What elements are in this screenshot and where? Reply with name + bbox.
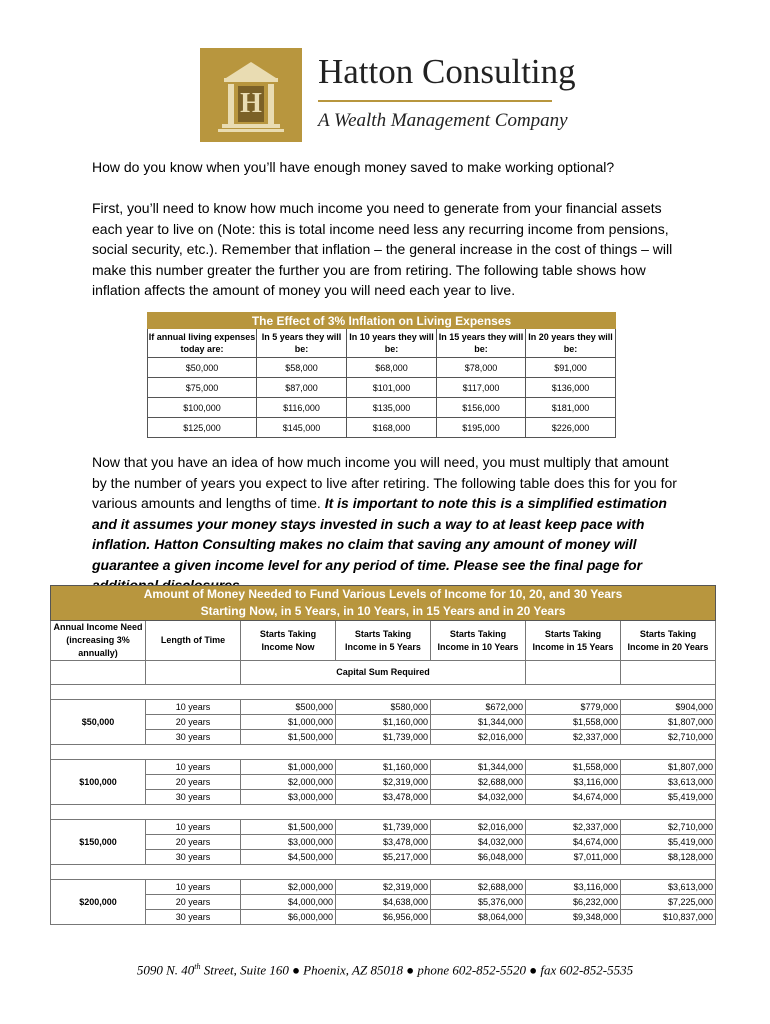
length-cell: 20 years: [146, 895, 241, 910]
middle-emphasis-text: It is important to note this is a simplified estimation and it assumes your money stays invested in such a way to at least keep pace with inflation. Hatton Consulting makes no claim that saving any amount of money will guarantee a given income level for any period of time. Please see the final page for: [92, 495, 667, 573]
capital-table: [50, 585, 716, 925]
table-row: [51, 895, 716, 910]
spacer-cell: [51, 805, 716, 820]
capital-sum-subheader: Capital Sum Required: [241, 661, 526, 685]
inflation-header-cell: In 10 years they will be:: [347, 329, 437, 358]
intro-paragraph: First, you’ll need to know how much income you need to generate from your financial assets each year to live on (Note: this is total income need less any recurring income from pensions, social security, etc.). Remember that inflation – the general increase in the cost of things – will make this number greater the further you are from retiring. The following table shows how inflation affects the amount of money you will need each year to live.: [92, 200, 673, 298]
capital-cell: $2,710,000: [621, 820, 716, 835]
table-cell: $91,000: [526, 358, 616, 378]
capital-cell: $6,048,000: [431, 850, 526, 865]
capital-cell: $2,688,000: [431, 880, 526, 895]
company-name: Hatton Consulting: [318, 52, 576, 91]
capital-cell: $9,348,000: [526, 910, 621, 925]
length-cell: 10 years: [146, 700, 241, 715]
capital-cell: $3,613,000: [621, 775, 716, 790]
capital-cell: $6,232,000: [526, 895, 621, 910]
capital-cell: $4,032,000: [431, 790, 526, 805]
capital-cell: $1,558,000: [526, 760, 621, 775]
capital-cell: $8,128,000: [621, 850, 716, 865]
length-cell: 10 years: [146, 760, 241, 775]
capital-cell: $4,000,000: [241, 895, 336, 910]
capital-cell: $1,807,000: [621, 760, 716, 775]
capital-cell: $500,000: [241, 700, 336, 715]
capital-cell: $3,000,000: [241, 835, 336, 850]
company-tagline: A Wealth Management Company: [318, 110, 568, 131]
capital-cell: $5,419,000: [621, 790, 716, 805]
capital-cell: $2,337,000: [526, 820, 621, 835]
empty-cell: [526, 661, 621, 685]
capital-cell: $1,344,000: [431, 760, 526, 775]
capital-cell: $2,016,000: [431, 730, 526, 745]
capital-cell: $2,319,000: [336, 880, 431, 895]
inflation-header-cell: In 20 years they will be:: [526, 329, 616, 358]
table-cell: $168,000: [347, 418, 437, 438]
length-cell: 20 years: [146, 835, 241, 850]
capital-title-line1: Amount of Money Needed to Fund Various Levels of Income for 10, 20, and 30 Years: [143, 587, 623, 601]
capital-cell: $1,160,000: [336, 760, 431, 775]
middle-plain-text: Now that you have an idea of how much income you will need, you must multiply that amount by the number of years you expect to live after retiring. The following table does this for you for various amounts and lengths of time.: [92, 454, 677, 511]
capital-cell: $4,032,000: [431, 835, 526, 850]
table-row: [148, 418, 616, 438]
capital-cell: $1,807,000: [621, 715, 716, 730]
capital-cell: $1,000,000: [241, 715, 336, 730]
capital-cell: $1,344,000: [431, 715, 526, 730]
col-5-header: Starts Taking Income in 5 Years: [336, 621, 431, 661]
capital-cell: $10,837,000: [621, 910, 716, 925]
table-row: [51, 760, 716, 775]
table-cell: $100,000: [148, 398, 257, 418]
inflation-header-cell: In 15 years they will be:: [437, 329, 526, 358]
inflation-header-cell: If annual living expenses today are:: [148, 329, 257, 358]
table-cell: $75,000: [148, 378, 257, 398]
table-row: [148, 378, 616, 398]
table-cell: $156,000: [437, 398, 526, 418]
capital-cell: $1,558,000: [526, 715, 621, 730]
col-income-header: Annual Income Need (increasing 3% annually): [51, 621, 146, 661]
capital-cell: $2,337,000: [526, 730, 621, 745]
table-cell: $135,000: [347, 398, 437, 418]
table-row: [51, 700, 716, 715]
table-cell: $68,000: [347, 358, 437, 378]
table-cell: $117,000: [437, 378, 526, 398]
col-now-header: Starts Taking Income Now: [241, 621, 336, 661]
capital-cell: $1,500,000: [241, 820, 336, 835]
capital-cell: $7,011,000: [526, 850, 621, 865]
spacer-row: [51, 685, 716, 700]
col-length-header: Length of Time: [146, 621, 241, 661]
table-cell: $101,000: [347, 378, 437, 398]
table-cell: $136,000: [526, 378, 616, 398]
table-row: [51, 790, 716, 805]
capital-cell: $7,225,000: [621, 895, 716, 910]
length-cell: 10 years: [146, 820, 241, 835]
capital-cell: $580,000: [336, 700, 431, 715]
income-level-cell: $200,000: [51, 880, 146, 925]
table-row: [51, 820, 716, 835]
table-cell: $125,000: [148, 418, 257, 438]
capital-cell: $1,739,000: [336, 820, 431, 835]
intro-question: How do you know when you’ll have enough money saved to make working optional?: [92, 159, 615, 175]
capital-cell: $6,000,000: [241, 910, 336, 925]
capital-cell: $1,739,000: [336, 730, 431, 745]
table-row: [51, 835, 716, 850]
table-row: [148, 398, 616, 418]
capital-cell: $672,000: [431, 700, 526, 715]
length-cell: 30 years: [146, 730, 241, 745]
capital-cell: $904,000: [621, 700, 716, 715]
table-cell: $58,000: [257, 358, 347, 378]
footer-address-start: 5090 N. 40: [136, 962, 195, 978]
length-cell: 20 years: [146, 715, 241, 730]
table-cell: $226,000: [526, 418, 616, 438]
capital-cell: $2,016,000: [431, 820, 526, 835]
table-row: [51, 715, 716, 730]
capital-cell: $5,419,000: [621, 835, 716, 850]
capital-title-line2: Starting Now, in 5 Years, in 10 Years, in 15 Years and in 20 Years: [200, 604, 566, 618]
capital-cell: $2,000,000: [241, 880, 336, 895]
capital-cell: $1,160,000: [336, 715, 431, 730]
inflation-table: [147, 312, 616, 438]
inflation-table-title: The Effect of 3% Inflation on Living Expenses: [148, 313, 616, 329]
capital-cell: $2,710,000: [621, 730, 716, 745]
footer-address-sup: th: [194, 962, 201, 971]
table-cell: $116,000: [257, 398, 347, 418]
length-cell: 10 years: [146, 880, 241, 895]
capital-cell: $4,674,000: [526, 790, 621, 805]
capital-table-title: [51, 586, 716, 621]
income-level-cell: $150,000: [51, 820, 146, 865]
length-cell: 30 years: [146, 850, 241, 865]
table-cell: $145,000: [257, 418, 347, 438]
col-20-header: Starts Taking Income in 20 Years: [621, 621, 716, 661]
capital-cell: $3,000,000: [241, 790, 336, 805]
income-level-cell: $50,000: [51, 700, 146, 745]
capital-cell: $3,478,000: [336, 835, 431, 850]
table-cell: $50,000: [148, 358, 257, 378]
table-cell: $181,000: [526, 398, 616, 418]
table-cell: $78,000: [437, 358, 526, 378]
length-cell: 30 years: [146, 790, 241, 805]
empty-cell: [51, 661, 146, 685]
length-cell: 20 years: [146, 775, 241, 790]
capital-cell: $1,500,000: [241, 730, 336, 745]
col-10-header: Starts Taking Income in 10 Years: [431, 621, 526, 661]
capital-cell: $8,064,000: [431, 910, 526, 925]
capital-cell: $4,500,000: [241, 850, 336, 865]
table-row: [148, 358, 616, 378]
footer-address: [0, 962, 770, 978]
table-row: [51, 730, 716, 745]
capital-cell: $3,116,000: [526, 775, 621, 790]
spacer-cell: [51, 865, 716, 880]
empty-cell: [621, 661, 716, 685]
capital-cell: $3,613,000: [621, 880, 716, 895]
middle-paragraph: [92, 452, 682, 596]
footer-address-end: Street, Suite 160 ● Phoenix, AZ 85018 ● phone 602-852-5520 ● fax 602-852-5535: [200, 962, 634, 978]
spacer-row: [51, 865, 716, 880]
empty-cell: [146, 661, 241, 685]
income-level-cell: $100,000: [51, 760, 146, 805]
capital-cell: $3,478,000: [336, 790, 431, 805]
table-cell: $195,000: [437, 418, 526, 438]
capital-cell: $2,688,000: [431, 775, 526, 790]
capital-cell: $1,000,000: [241, 760, 336, 775]
spacer-row: [51, 805, 716, 820]
spacer-cell: [51, 745, 716, 760]
length-cell: 30 years: [146, 910, 241, 925]
table-cell: $87,000: [257, 378, 347, 398]
capital-cell: $4,674,000: [526, 835, 621, 850]
capital-cell: $5,376,000: [431, 895, 526, 910]
capital-cell: $2,319,000: [336, 775, 431, 790]
inflation-header-cell: In 5 years they will be:: [257, 329, 347, 358]
capital-cell: $779,000: [526, 700, 621, 715]
capital-cell: $6,956,000: [336, 910, 431, 925]
spacer-cell: [51, 685, 716, 700]
header-divider: [318, 100, 552, 102]
table-row: [51, 850, 716, 865]
spacer-row: [51, 745, 716, 760]
col-15-header: Starts Taking Income in 15 Years: [526, 621, 621, 661]
capital-cell: $4,638,000: [336, 895, 431, 910]
company-logo: [200, 48, 302, 142]
table-row: [51, 910, 716, 925]
table-row: [51, 880, 716, 895]
capital-cell: $5,217,000: [336, 850, 431, 865]
logo-letter: H: [240, 88, 262, 119]
table-row: [51, 775, 716, 790]
capital-cell: $2,000,000: [241, 775, 336, 790]
capital-cell: $3,116,000: [526, 880, 621, 895]
